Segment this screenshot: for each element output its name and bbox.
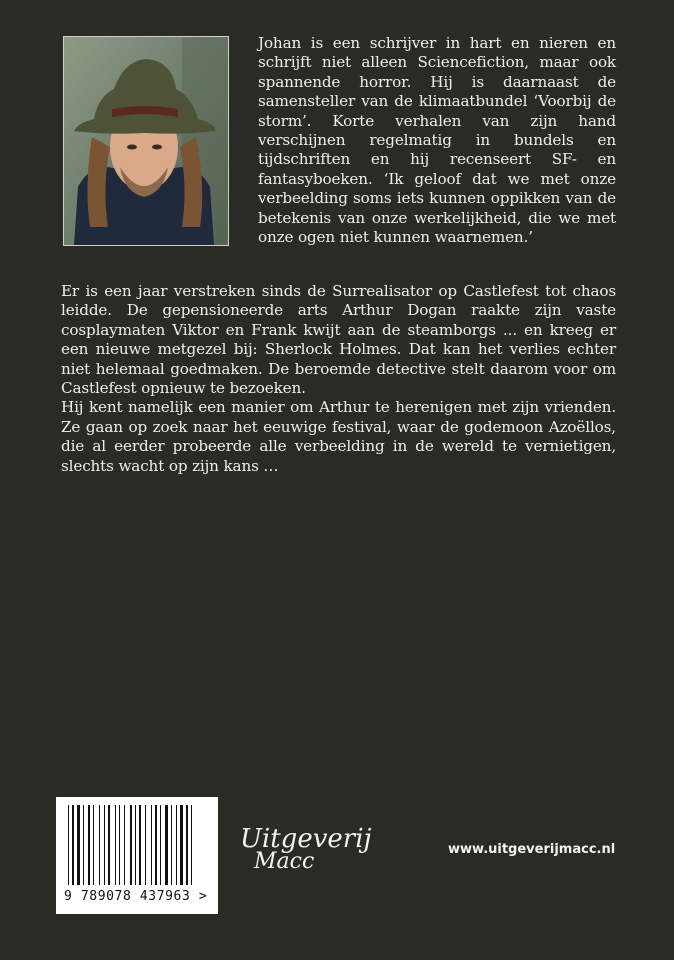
barcode-bar xyxy=(145,805,146,885)
barcode-bar xyxy=(88,805,90,885)
publisher-logo xyxy=(240,826,410,886)
isbn-number: 9 789078 437963 > xyxy=(64,889,208,904)
barcode-bar xyxy=(186,805,188,885)
barcode-bar xyxy=(68,805,69,885)
author-bio: Johan is een schrijver in hart en nieren en schrijft niet alleen Sciencefiction, maar ook spannende horror. Hij is daarnaast de samensteller van de klimaatbundel ‘Voorbij de storm’. Korte verhalen van zijn hand verschijnen regelmatig in bundels en tijdschriften en hij recenseert SF- en fantasyboeken. ‘Ik geloof dat we met onze verbeelding soms iets kunnen oppikken van de betekenis van onze werkelijkheid, die we met onze ogen niet kunnen waarnemen.’ xyxy=(258,34,616,247)
barcode-bar xyxy=(119,805,120,885)
publisher-logo-line-2: Macc xyxy=(254,849,315,874)
barcode-bar xyxy=(77,805,80,885)
blurb-paragraph-2: Hij kent namelijk een manier om Arthur te herenigen met zijn vrienden. Ze gaan op zoek naar het eeuwige festival, waar de godemoon Azoëllos, die al eerder probeerde alle verbeelding in de wereld te vernietigen, slechts wacht op zijn kans … xyxy=(61,398,616,475)
barcode-bar xyxy=(124,805,125,885)
book-blurb xyxy=(61,282,616,476)
barcode-bar xyxy=(155,805,157,885)
barcode-bar xyxy=(171,805,172,885)
barcode-bar xyxy=(115,805,116,885)
barcode-bar xyxy=(151,805,152,885)
author-portrait-image xyxy=(64,37,228,245)
barcode-bar xyxy=(176,805,177,885)
publisher-website: www.uitgeverijmacc.nl xyxy=(448,842,616,857)
barcode-bar xyxy=(130,805,132,885)
publisher-logo-line-1: Uitgeverij xyxy=(240,824,372,854)
barcode-bar xyxy=(165,805,168,885)
author-photo xyxy=(63,36,229,246)
barcode-bar xyxy=(160,805,161,885)
barcode-bar xyxy=(139,805,141,885)
barcode-bar xyxy=(93,805,94,885)
isbn-barcode xyxy=(56,797,218,914)
blurb-paragraph-1: Er is een jaar verstreken sinds de Surrealisator op Castlefest tot chaos leidde. De gepensioneerde arts Arthur Dogan raakte zijn vaste cosplaymaten Viktor en Frank kwijt aan de steamborgs ... en kreeg er een nieuwe metgezel bij: Sherlock Holmes. Dat kan het verlies echter niet helemaal goedmaken. De beroemde detective stelt daarom voor om Castlefest opnieuw te bezoeken. xyxy=(61,282,616,398)
barcode-bar xyxy=(191,805,192,885)
barcode-bar xyxy=(180,805,183,885)
barcode-bar xyxy=(72,805,74,885)
barcode-bar xyxy=(99,805,100,885)
barcode-bar xyxy=(104,805,105,885)
barcode-bar xyxy=(108,805,110,885)
barcode-bars xyxy=(68,805,206,885)
barcode-bar xyxy=(135,805,136,885)
barcode-bar xyxy=(83,805,84,885)
